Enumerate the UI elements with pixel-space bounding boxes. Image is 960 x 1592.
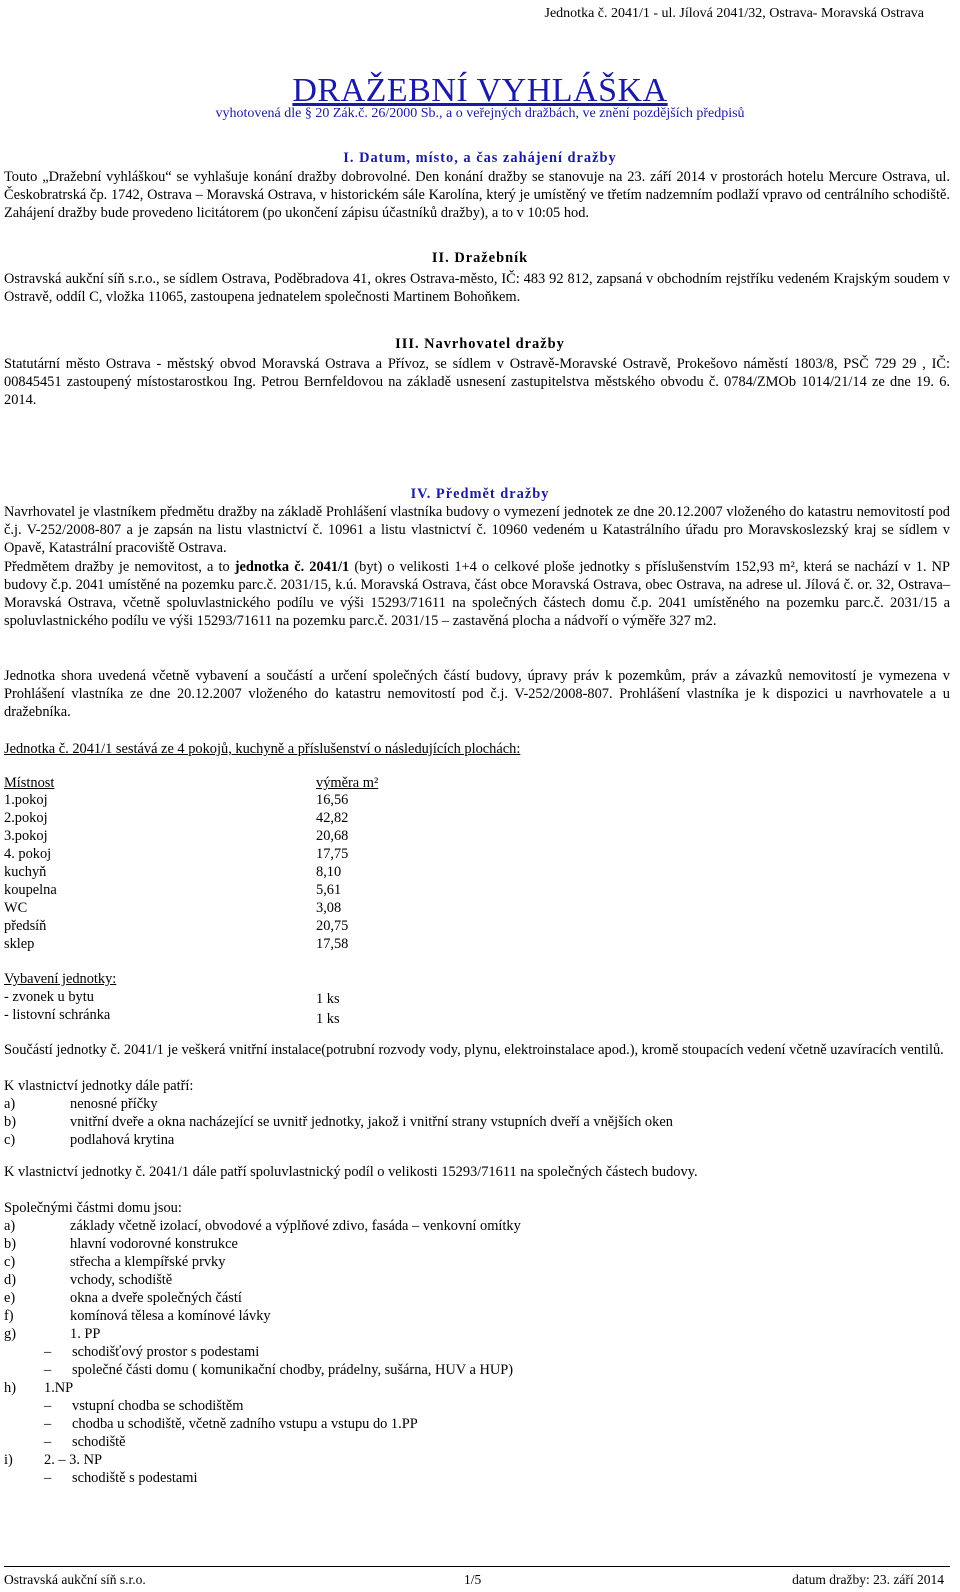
equipment-count: 1 ks — [316, 991, 340, 1007]
section-3-text: Statutární město Ostrava - městský obvod Moravská Ostrava a Přívoz, se sídlem v Ostravě-Moravské Ostravě, Prokešovo náměstí 1803/8, PSČ 729 29 , IČ: 00845451 zastoupený místostarostkou Ing. Petrou Bernfeldovou na základě usnesení zastupitelstva městského obvodu č. 0784/ZMOb 1014/21/14 ze dne 19. 6. 2014. — [4, 356, 950, 408]
footer-divider — [4, 1566, 950, 1567]
room-area: 17,75 — [316, 846, 349, 862]
rooms-intro: Jednotka č. 2041/1 sestává ze 4 pokojů, kuchyně a příslušenství o následujících plochách: — [4, 741, 521, 757]
room-name: sklep — [4, 936, 35, 952]
room-name: předsíň — [4, 918, 47, 934]
room-area: 17,58 — [316, 936, 349, 952]
section-4-heading: IV. Předmět dražby — [410, 486, 550, 502]
paragraph-2-start: Předmětem dražby je nemovitost, a to — [4, 559, 235, 575]
section-1-text: Touto „Dražební vyhláškou“ se vyhlašuje konání dražby dobrovolné. Den konání dražby se stanovuje na 23. září 2014 v prostorách hotelu Mercure Ostrava, ul. Českobratrská čp. 1742, Ostrava – Moravská Ostrava, v historickém sále Karolína, který je umístěný ve třetím nadzemním podlaží vpravo od centrálního schodiště. Zahájení dražby bude provedeno licitátorem (po ukončení zápisu účastníků dražby), a to v 10:05 hod. — [4, 169, 950, 221]
footer-page-number: 1/5 — [464, 1572, 482, 1587]
section-1-heading: I. Datum, místo, a čas zahájení dražby — [343, 150, 617, 166]
document-subtitle: vyhotovená dle § 20 Zák.č. 26/2000 Sb., a o veřejných dražbách, ve znění pozdějších předpisů — [215, 106, 745, 121]
section-4-paragraph-1: Navrhovatel je vlastníkem předmětu dražby na základě Prohlášení vlastníka budovy o vymezení jednotek ze dne 20.12.2007 vloženého do katastru nemovitostí pod č.j. V-252/2008-807 a je zapsán na listu vlastnictví č. 10961 a listu vlastnictví č. 10960 vedeném u Katastrálního úřadu pro Moravskoslezský kraj se sídlem v Opavě, Katastrální pracoviště Ostrava. — [4, 504, 950, 556]
room-area: 20,75 — [316, 918, 349, 934]
room-name: 3.pokoj — [4, 828, 48, 844]
belongs-header: K vlastnictví jednotky dále patří: — [4, 1078, 194, 1094]
equipment-item: - zvonek u bytu — [4, 989, 94, 1005]
equipment-count: 1 ks — [316, 1011, 340, 1027]
page-header: Jednotka č. 2041/1 - ul. Jílová 2041/32, Ostrava- Moravská Ostrava — [544, 6, 924, 21]
room-name: WC — [4, 900, 28, 916]
common-header: Společnými částmi domu jsou: — [4, 1200, 182, 1216]
part-text: Součástí jednotky č. 2041/1 je veškerá vnitřní instalace(potrubní rozvody vody, plynu, elektroinstalace apod.), kromě stoupacích vedení včetně uzavíracích ventilů. — [4, 1042, 944, 1058]
section-2-text: Ostravská aukční síň s.r.o., se sídlem Ostrava, Poděbradova 41, okres Ostrava-město, IČ: 483 92 812, zapsaná v obchodním rejstříku vedeném Krajským soudem v Ostravě, oddíl C, vložka 11065, zastoupena jednatelem společnosti Martinem Bohoňkem. — [4, 271, 950, 305]
common-parts-list: a) základy včetně izolací, obvodové a výplňové zdivo, fasáda – venkovní omítky b) hlavní vodorovné konstrukce c) střecha a klempířské prvky d) vchody, schodiště e) okna a dveře společných částí f) komínová tělesa a komínové lávky g) 1. PP – schodišťový prostor s podestami – společné části domu ( komunikační chodby, prádelny, sušárna, HUV a HUP) h) 1.NP – vstupní chodba se schodištěm – chodba u schodiště, včetně zadního vstupu a vstupu do 1.PP – schodiště i) 2. – 3. NP – schodiště s podestami — [4, 1218, 521, 1486]
room-area: 42,82 — [316, 810, 349, 826]
footer-company: Ostravská aukční síň s.r.o. — [4, 1572, 146, 1587]
unit-number: jednotka č. 2041/1 — [234, 559, 350, 575]
footer-auction-date: datum dražby: 23. září 2014 — [792, 1572, 944, 1587]
rooms-col-area-header: výměra m² — [316, 775, 379, 791]
rooms-col-room-header: Místnost — [4, 775, 55, 791]
room-name: 4. pokoj — [4, 846, 52, 862]
room-area: 16,56 — [316, 792, 349, 808]
room-area: 3,08 — [316, 900, 342, 916]
section-4-paragraph-2 — [4, 558, 950, 630]
equipment-header: Vybavení jednotky: — [4, 971, 117, 987]
paragraph-2-rest: (byt) o velikosti 1+4 o celkové ploše jednotky s příslušenstvím 152,93 m², která se nachází v 1. NP budovy č.p. 2041 umístěné na pozemku parc.č. 2031/15, k.ú. Moravská Ostrava, část obce Moravská Ostrava, obec Ostrava, na adrese ul. Jílová č. or. 32, Ostrava–Moravská Ostrava, včetně spoluvlastnického podílu ve výši 15293/71611 na společných částech domu č.p. 2041 umístěného na pozemku parc.č. 2031/15 a spoluvlastnického podílu ve výši 15293/71611 na pozemku parc.č. 2031/15 – zastavěná plocha a nádvoří o výměře 327 m2. — [4, 559, 950, 629]
document-title: DRAŽEBNÍ VYHLÁŠKA — [292, 72, 668, 109]
equipment-item: - listovní schránka — [4, 1007, 111, 1023]
room-name: kuchyň — [4, 864, 47, 880]
section-2-heading: II. Dražebník — [431, 250, 529, 266]
section-4-paragraph-3: Jednotka shora uvedená včetně vybavení a součástí a určení společných částí budovy, úpravy práv k pozemkům, práv a závazků nemovitostí je vymezena v Prohlášení vlastníka ze dne 20.12.2007 vloženého do katastru nemovitostí pod č.j. V-252/2008-807. Prohlášení vlastníka je k dispozici u navrhovatele a u dražebníka. — [4, 668, 950, 720]
share-text: K vlastnictví jednotky č. 2041/1 dále patří spoluvlastnický podíl o velikosti 15293/71611 na společných částech budovy. — [4, 1164, 698, 1180]
room-area: 20,68 — [316, 828, 349, 844]
room-name: koupelna — [4, 882, 57, 898]
section-3-heading: III. Navrhovatel dražby — [395, 336, 565, 352]
room-area: 5,61 — [316, 882, 342, 898]
room-name: 2.pokoj — [4, 810, 48, 826]
belongs-list: a) nenosné příčky b) vnitřní dveře a okna nacházející se uvnitř jednotky, jakož i vnitřní strany vstupních dveří a vnějších oken c) podlahová krytina — [4, 1096, 673, 1148]
room-name: 1.pokoj — [4, 792, 48, 808]
room-area: 8,10 — [316, 864, 342, 880]
